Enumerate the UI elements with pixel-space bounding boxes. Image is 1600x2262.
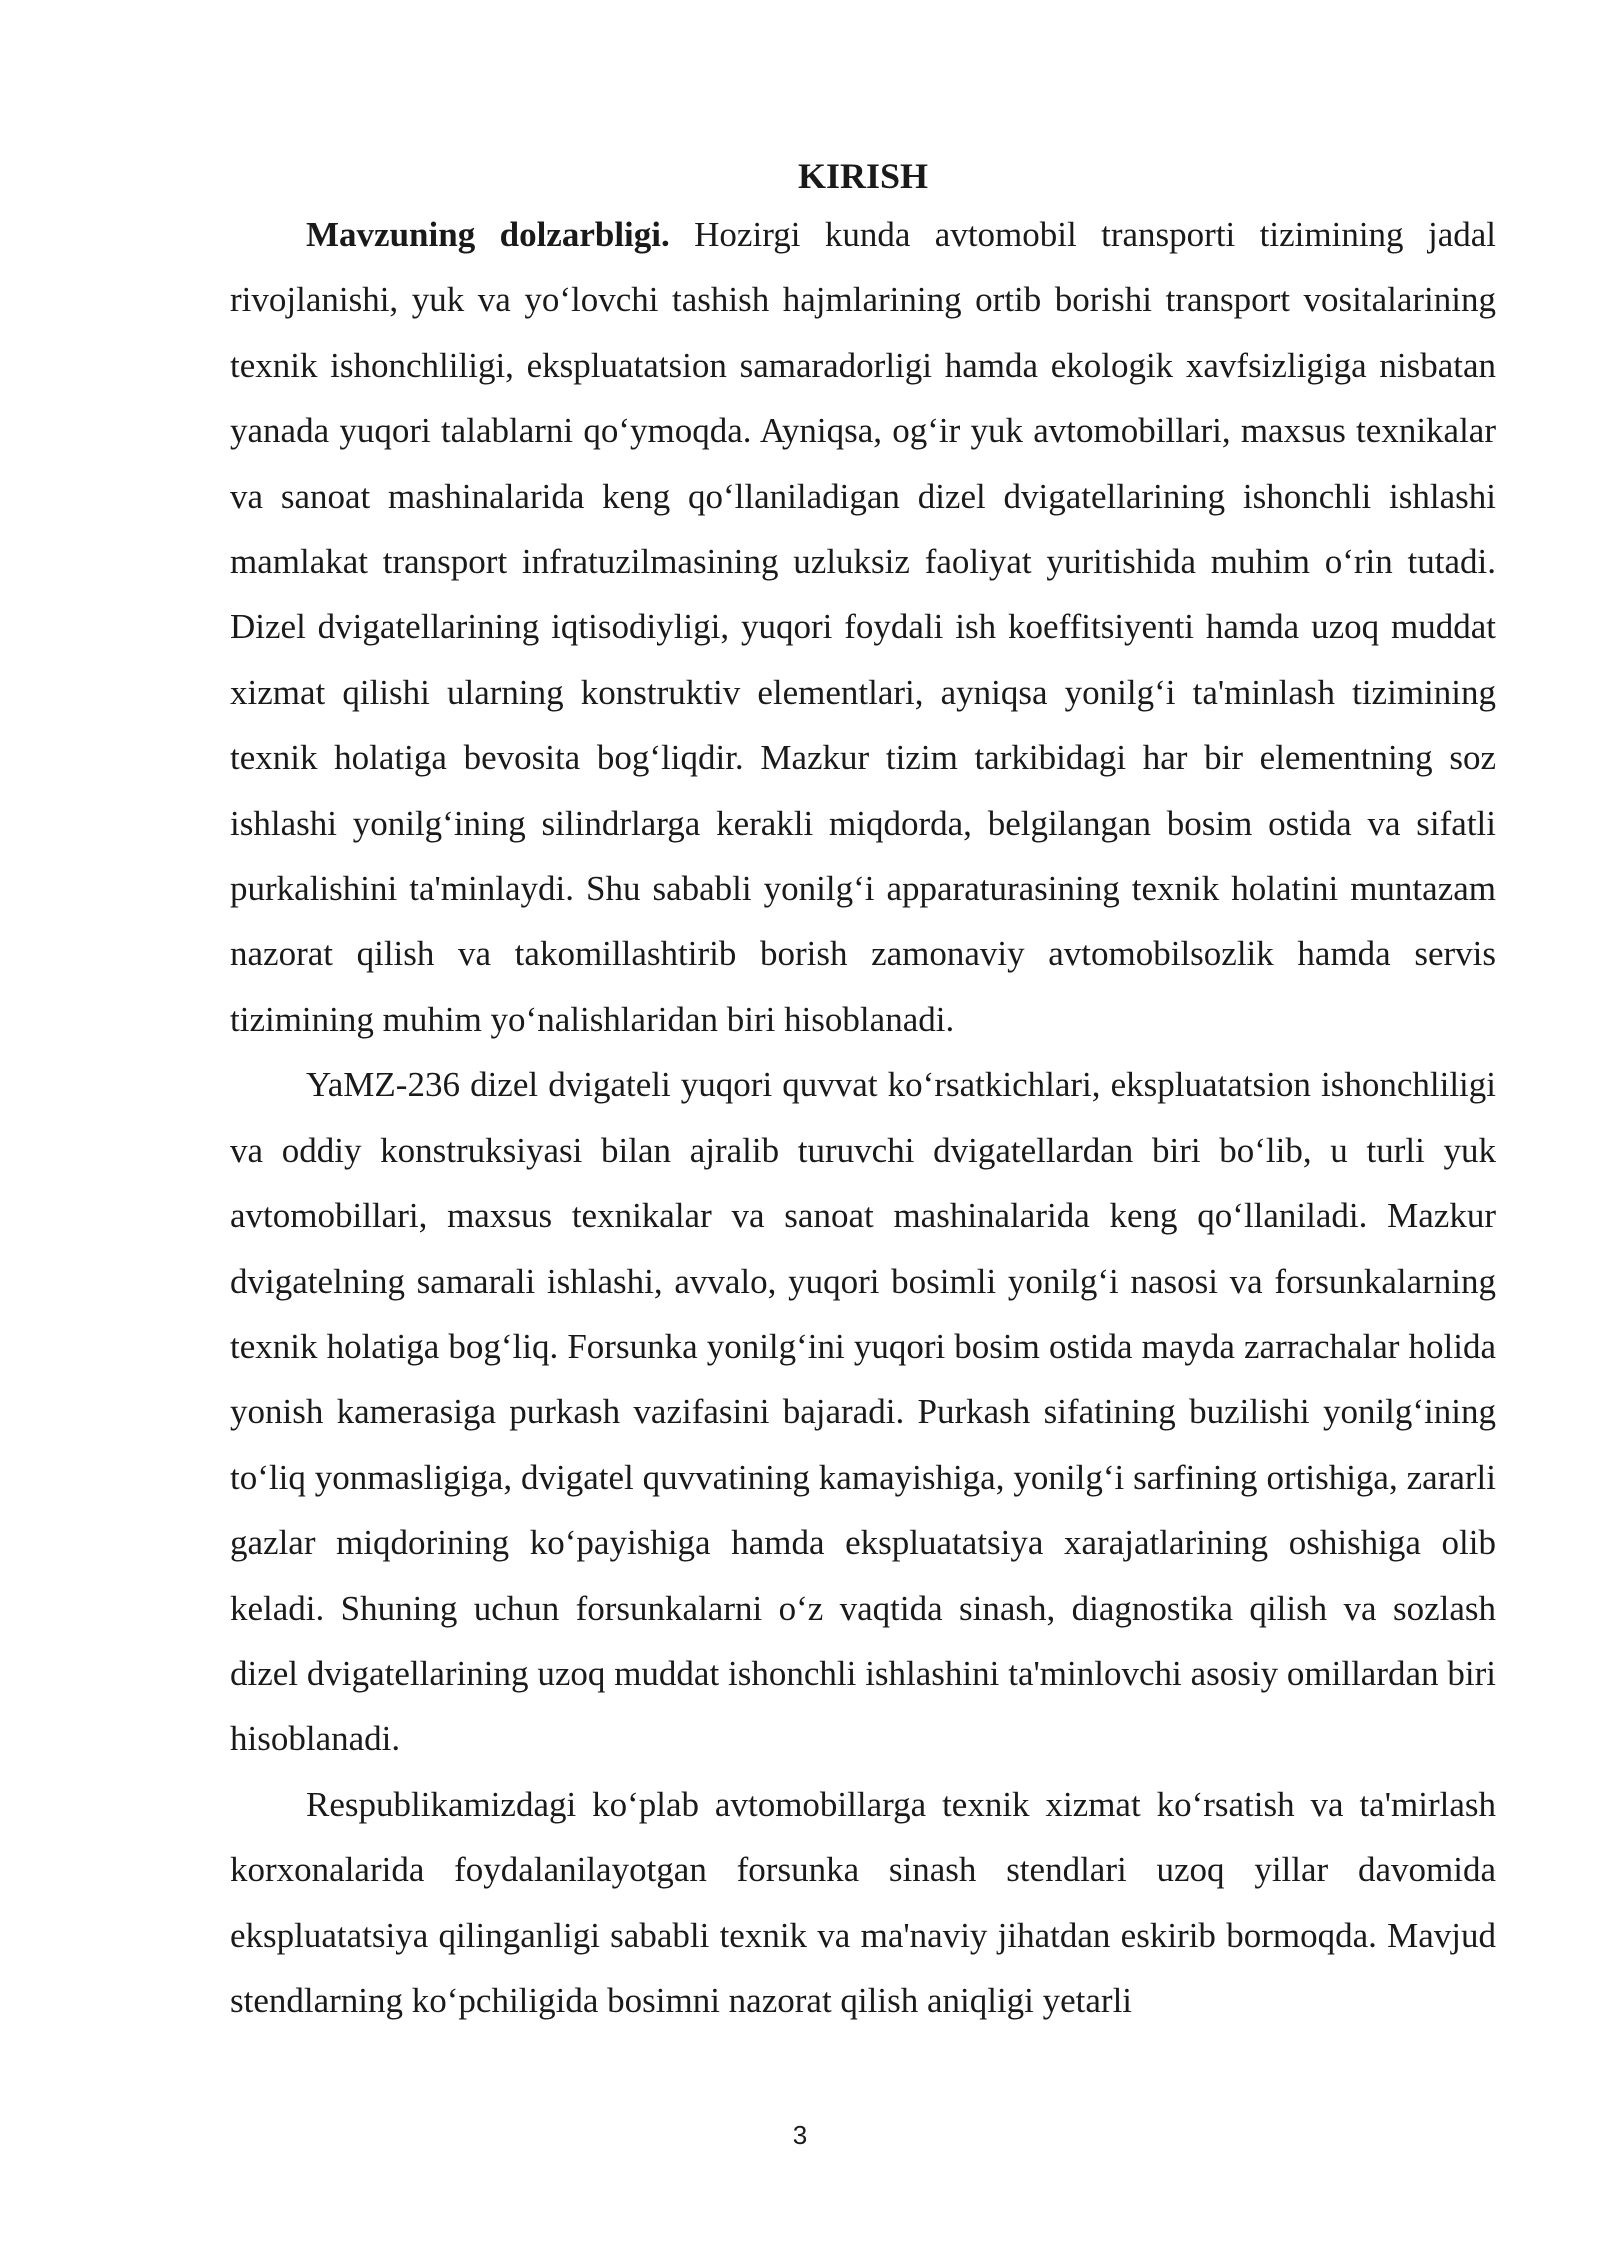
paragraph-text: YaMZ-236 dizel dvigateli yuqori quvvat ko‘rsatkichlari, ekspluatatsion ishonchliligi va oddiy konstruksiyasi bilan ajralib turuvchi dvigatellardan biri bo‘lib, u turli yuk avtomobillari, maxsus texnikalar va sanoat mashinalarida keng qo‘llaniladi. Mazkur dvigatelning samarali ishlashi, avvalo, yuqori bosimli yonilg‘i nasosi va forsunkalarning texnik holatiga bog‘liq. Forsunka yonilg‘ini yuqori bosim ostida mayda zarrachalar holida yonish kamerasiga purkash vazifasini bajaradi. Purkash sifatining buzilishi yonilg‘ining to‘liq yonmasligiga, dvigatel quvvatining kamayishiga, yonilg‘i sarfining ortishiga, zararli gazlar miqdorining ko‘payishiga hamda ekspluatatsiya xarajatlarining oshishiga olib keladi. Shuning uchun forsunkalarni o‘z vaqtida sinash, diagnostika qilish va sozlash dizel dvigatellarining uzoq muddat ishonchli ishlashini ta'minlovchi asosiy omillardan biri hisoblanadi. [230,1065,1496,1759]
paragraph-text: Respublikamizdagi ko‘plab avtomobillarga texnik xizmat ko‘rsatish va ta'mirlash korxonalarida foydalanilayotgan forsunka sinash stendlari uzoq yillar davomida ekspluatatsiya qilinganligi sababli texnik va ma'naviy jihatdan eskirib bormoqda. Mavjud stendlarning ko‘pchiligida bosimni nazorat qilish aniqligi yetarli [230,1784,1496,2020]
paragraph-text: Hozirgi kunda avtomobil transporti tizimining jadal rivojlanishi, yuk va yo‘lovchi tashish hajmlarining ortib borishi transport vositalarining texnik ishonchliligi, ekspluatatsion samaradorligi hamda ekologik xavfsizligiga nisbatan yanada yuqori talablarni qo‘ymoqda. Ayniqsa, og‘ir yuk avtomobillari, maxsus texnikalar va sanoat mashinalarida keng qo‘llaniladigan dizel dvigatellarining ishonchli ishlashi mamlakat transport infratuzilmasining uzluksiz faoliyat yuritishida muhim o‘rin tutadi. Dizel dvigatellarining iqtisodiyligi, yuqori foydali ish koeffitsiyenti hamda uzoq muddat xizmat qilishi ularning konstruktiv elementlari, ayniqsa yonilg‘i ta'minlash tizimining texnik holatiga bevosita bog‘liqdir. Mazkur tizim tarkibidagi har bir elementning soz ishlashi yonilg‘ining silindrlarga kerakli miqdorda, belgilangan bosim ostida va sifatli purkalishini ta'minlaydi. Shu sababli yonilg‘i apparaturasining texnik holatini muntazam nazorat qilish va takomillashtirib borish zamonaviy avtomobilsozlik hamda servis tizimining muhim yo‘nalishlaridan biri hisoblanadi. [230,215,1496,1039]
page-content [230,150,1496,2033]
paragraph-engine [230,1052,1496,1771]
paragraph-relevance [230,202,1496,1052]
section-heading: KIRISH [797,156,929,196]
paragraph-lead: Mavzuning dolzarbligi. [306,215,670,254]
page-number: 3 [792,2120,808,2150]
paragraph-stands [230,1772,1496,2034]
